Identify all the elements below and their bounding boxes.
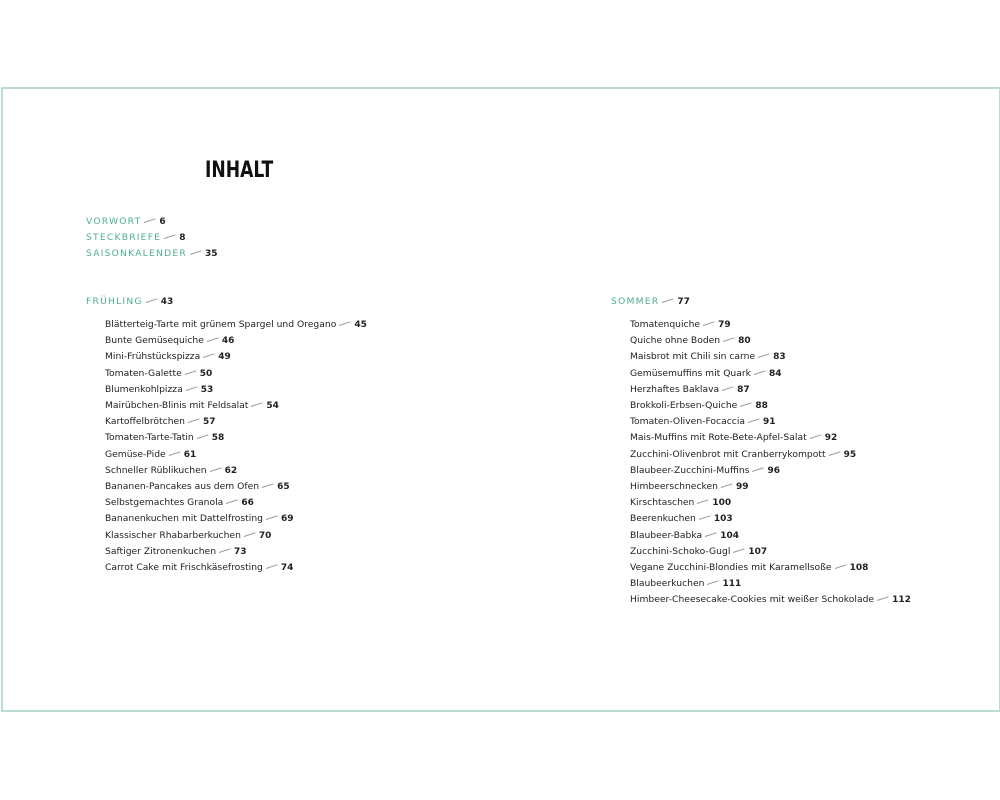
dash-icon	[810, 435, 822, 441]
toc-page-number: 49	[218, 352, 231, 363]
toc-label: Zucchini-Olivenbrot mit Cranberrykompott	[630, 448, 826, 460]
toc-label: Blaubeerkuchen	[630, 578, 705, 590]
toc-page-number: 107	[748, 546, 768, 557]
toc-entry[interactable]	[630, 577, 741, 591]
toc-label: Blätterteig-Tarte mit grünem Spargel und Oregano	[105, 319, 337, 330]
dash-icon	[721, 484, 733, 490]
toc-entry[interactable]	[105, 512, 294, 526]
toc-label: Brokkoli-Erbsen-Quiche	[630, 400, 738, 411]
toc-page-number: 35	[204, 249, 218, 259]
toc-label: Saftiger Zitronenkuchen	[105, 545, 217, 557]
toc-label: Himbeerschnecken	[630, 481, 718, 492]
toc-entry[interactable]	[630, 367, 782, 381]
dash-icon	[703, 322, 715, 328]
toc-page-number: 66	[241, 498, 254, 509]
toc-label: Mini-Frühstückspizza	[105, 351, 201, 363]
toc-entry[interactable]	[630, 480, 749, 494]
toc-label: Kirschtaschen	[630, 497, 695, 509]
dash-icon	[266, 565, 278, 571]
toc-entry[interactable]	[630, 512, 733, 526]
toc-label: Quiche ohne Boden	[630, 335, 721, 347]
dash-icon	[699, 516, 711, 522]
dash-icon	[144, 219, 156, 225]
toc-entry[interactable]	[105, 561, 293, 575]
toc-page-number: 111	[722, 579, 742, 590]
dash-icon	[146, 299, 158, 305]
section-page-number: 43	[160, 297, 174, 307]
toc-page-number: 96	[767, 465, 781, 476]
toc-page-number: 50	[199, 368, 213, 379]
toc-page-number: 53	[200, 384, 214, 395]
toc-label: Kartoffelbrötchen	[105, 416, 186, 428]
toc-label: Zucchini-Schoko-Gugl	[630, 545, 731, 557]
dash-icon	[723, 338, 735, 344]
dash-icon	[262, 484, 274, 490]
toc-label: Tomaten-Tarte-Tatin	[105, 432, 194, 444]
dash-icon	[707, 581, 719, 587]
toc-entry[interactable]	[105, 545, 247, 559]
toc-label: VORWORT	[86, 216, 142, 227]
dash-icon	[835, 565, 847, 571]
toc-label: Gemüsemuffins mit Quark	[630, 367, 751, 379]
toc-entry[interactable]	[630, 448, 856, 462]
section-label: FRÜHLING	[86, 296, 143, 307]
toc-entry[interactable]	[630, 496, 731, 510]
toc-page-number: 108	[849, 563, 869, 573]
toc-label: Tomaten-Oliven-Focaccia	[630, 416, 746, 428]
toc-page-number: 57	[203, 417, 216, 428]
dash-icon	[722, 387, 734, 393]
toc-entry[interactable]	[105, 448, 196, 462]
dash-icon	[266, 516, 278, 522]
toc-page-number: 112	[892, 595, 911, 606]
dash-icon	[244, 533, 256, 539]
toc-entry-steckbriefe[interactable]	[86, 231, 185, 245]
dash-icon	[251, 403, 263, 409]
toc-page-number: 91	[763, 417, 776, 428]
dash-icon	[754, 371, 766, 377]
toc-entry[interactable]	[105, 480, 290, 494]
toc-entry[interactable]	[105, 529, 271, 543]
dash-icon	[697, 500, 709, 506]
dash-icon	[210, 468, 222, 474]
dash-icon	[219, 549, 231, 555]
toc-label: Blaubeer-Zucchini-Muffins	[630, 464, 750, 476]
dash-icon	[748, 419, 760, 425]
toc-entry[interactable]	[630, 529, 739, 543]
section-page-number: 77	[677, 297, 690, 307]
dash-icon	[207, 338, 219, 344]
toc-page-number: 69	[280, 514, 294, 525]
toc-label: STECKBRIEFE	[86, 232, 162, 243]
section-label: SOMMER	[611, 296, 660, 307]
toc-page-number: 45	[354, 320, 367, 330]
toc-entry[interactable]	[630, 383, 750, 397]
toc-page-number: 100	[712, 498, 732, 509]
toc-entry-saisonkalender[interactable]	[86, 247, 217, 261]
dash-icon	[733, 549, 745, 555]
dash-icon	[758, 354, 770, 360]
toc-entry[interactable]	[105, 415, 216, 429]
toc-entry[interactable]	[105, 496, 254, 510]
toc-label: Beerenkuchen	[630, 513, 696, 525]
toc-page-number: 84	[768, 368, 782, 379]
toc-page-number: 65	[277, 482, 290, 492]
toc-page-number: 87	[737, 384, 750, 395]
section-heading-spring[interactable]	[86, 295, 173, 309]
toc-page-number: 62	[224, 465, 238, 476]
toc-page-number: 99	[735, 482, 749, 492]
toc-page-number: 54	[266, 401, 279, 411]
toc-page-number: 74	[280, 563, 294, 573]
toc-label: Gemüse-Pide	[105, 448, 166, 460]
toc-label: Tomaten-Galette	[105, 367, 182, 379]
dash-icon	[829, 452, 841, 458]
toc-label: Bananenkuchen mit Dattelfrosting	[105, 513, 263, 525]
toc-page-number: 8	[179, 233, 186, 243]
toc-page-number: 73	[234, 546, 247, 557]
dash-icon	[169, 452, 181, 458]
toc-page-number: 88	[755, 401, 768, 411]
toc-entry[interactable]	[105, 464, 237, 478]
toc-entry[interactable]	[630, 334, 751, 348]
toc-entry[interactable]	[630, 545, 767, 559]
toc-entry[interactable]	[105, 350, 231, 364]
dash-icon	[186, 387, 198, 393]
toc-entry[interactable]	[630, 561, 868, 575]
toc-entry[interactable]	[105, 318, 367, 332]
dash-icon	[662, 299, 674, 305]
dash-icon	[740, 403, 752, 409]
toc-entry[interactable]	[105, 367, 212, 381]
dash-icon	[752, 468, 764, 474]
toc-entry[interactable]	[105, 334, 234, 348]
toc-label: Blaubeer-Babka	[630, 529, 703, 541]
toc-label: Carrot Cake mit Frischkäsefrosting	[105, 562, 263, 573]
dash-icon	[190, 251, 202, 257]
toc-page-number: 70	[258, 530, 272, 541]
toc-page-number: 79	[718, 320, 731, 330]
toc-label: Himbeer-Cheesecake-Cookies mit weißer Schokolade	[630, 594, 875, 606]
toc-page-number: 83	[773, 352, 786, 363]
toc-label: Herzhaftes Baklava	[630, 383, 720, 395]
toc-entry-vorwort[interactable]	[86, 215, 166, 229]
toc-label: Blumenkohlpizza	[105, 383, 183, 395]
toc-label: Bunte Gemüsequiche	[105, 335, 204, 347]
toc-page-number: 104	[720, 530, 739, 541]
toc-page-number: 103	[713, 514, 733, 525]
toc-page-number: 46	[221, 336, 235, 347]
dash-icon	[164, 235, 176, 241]
toc-label: Mairübchen-Blinis mit Feldsalat	[105, 400, 249, 411]
toc-page-number: 6	[159, 217, 166, 227]
dash-icon	[226, 500, 238, 506]
toc-label: Vegane Zucchini-Blondies mit Karamellsoße	[630, 562, 832, 573]
toc-entry[interactable]	[630, 464, 780, 478]
toc-entry[interactable]	[105, 383, 213, 397]
toc-page-number: 58	[211, 433, 225, 444]
toc-entry[interactable]	[630, 431, 837, 445]
toc-entry[interactable]	[630, 593, 911, 607]
toc-entry[interactable]	[630, 399, 768, 413]
toc-label: Mais-Muffins mit Rote-Bete-Apfel-Salat	[630, 432, 807, 444]
toc-page-number: 80	[738, 336, 751, 347]
toc-label: Klassischer Rhabarberkuchen	[105, 529, 241, 541]
toc-entry[interactable]	[630, 318, 731, 332]
toc-label: Schneller Rüblikuchen	[105, 464, 207, 476]
dash-icon	[877, 597, 889, 603]
toc-label: Selbstgemachtes Granola	[105, 497, 224, 509]
toc-page-number: 95	[843, 449, 857, 460]
page-title: INHALT	[205, 158, 274, 183]
toc-label: Maisbrot mit Chili sin carne	[630, 351, 756, 363]
toc-entry[interactable]	[105, 431, 224, 445]
toc-entry[interactable]	[630, 350, 786, 364]
dash-icon	[339, 322, 351, 328]
toc-page-number: 61	[183, 449, 197, 460]
toc-label: Tomatenquiche	[630, 319, 701, 330]
dash-icon	[203, 354, 215, 360]
toc-page-number: 92	[824, 433, 838, 444]
section-heading-summer[interactable]	[611, 295, 690, 309]
dash-icon	[188, 419, 200, 425]
toc-entry[interactable]	[105, 399, 279, 413]
toc-label: SAISONKALENDER	[86, 248, 187, 259]
toc-entry[interactable]	[630, 415, 776, 429]
toc-label: Bananen-Pancakes aus dem Ofen	[105, 481, 260, 492]
dash-icon	[185, 371, 197, 377]
dash-icon	[197, 435, 209, 441]
dash-icon	[705, 533, 717, 539]
